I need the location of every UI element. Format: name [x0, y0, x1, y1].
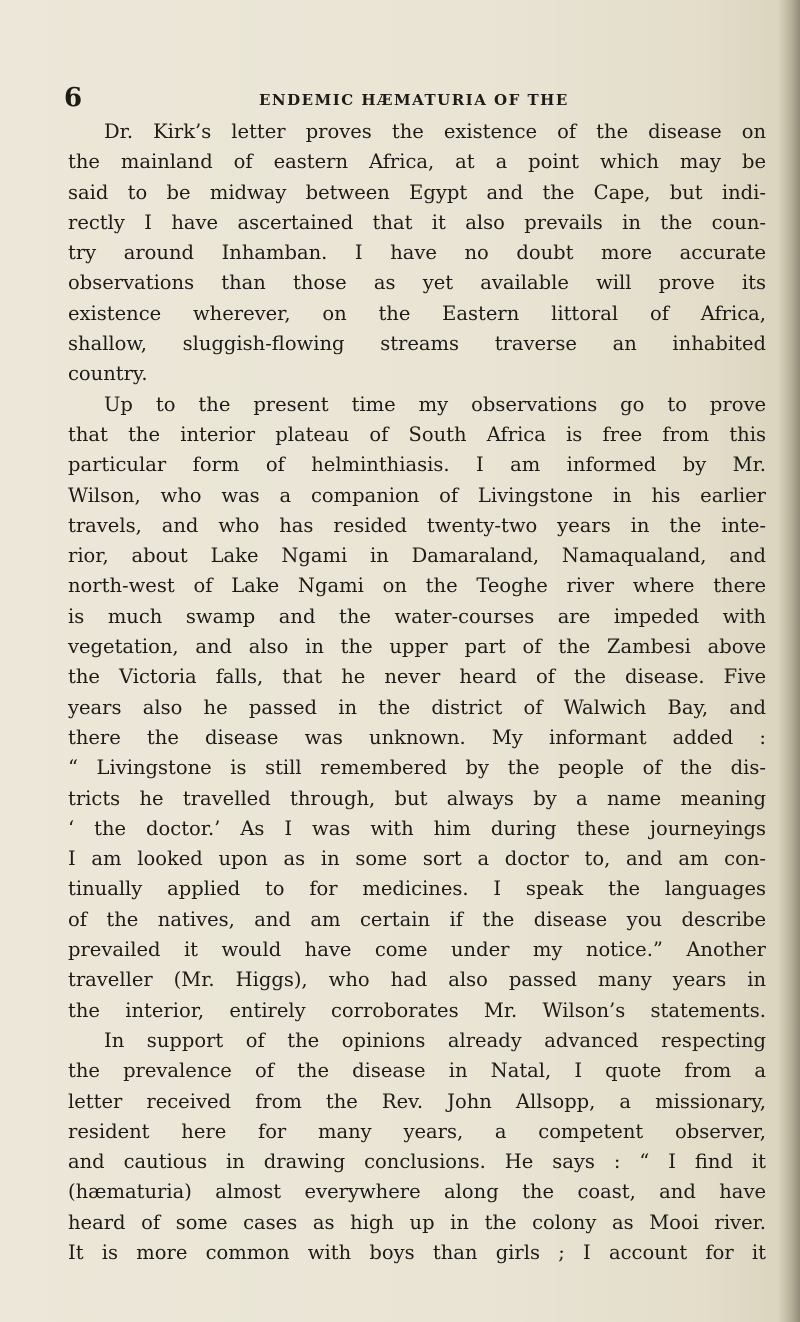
text-line: tricts he travelled through, but always by a name meaning: [68, 786, 766, 810]
text-line: Dr. Kirk’s letter proves the existence of the disease on: [104, 120, 766, 143]
text-line: rectly I have ascertained that it also prevails in the coun-: [68, 210, 766, 234]
text-line: of the natives, and am certain if the disease you describe: [68, 907, 766, 931]
body-text: [68, 117, 766, 1268]
page-edge-shadow: [778, 0, 800, 1322]
text-line: heard of some cases as high up in the colony as Mooi river.: [68, 1210, 766, 1234]
running-head: ENDEMIC HÆMATURIA OF THE: [259, 91, 569, 109]
text-line: traveller (Mr. Higgs), who had also passed many years in: [68, 968, 766, 992]
text-line: Up to the present time my observations go to prove: [104, 392, 766, 416]
text-line: years also he passed in the district of Walwich Bay, and: [68, 695, 766, 719]
text-line: (hæmaturia) almost everywhere along the coast, and have: [68, 1180, 766, 1204]
text-line: “ Livingstone is still remembered by the people of the dis-: [68, 756, 766, 780]
text-line: In support of the opinions already advanced respecting: [104, 1028, 766, 1052]
text-line: the mainland of eastern Africa, at a point which may be: [68, 150, 766, 174]
text-line: try around Inhamban. I have no doubt more accurate: [68, 241, 766, 265]
text-line: travels, and who has resided twenty-two years in the inte-: [68, 513, 766, 537]
text-line: resident here for many years, a competent observer,: [68, 1119, 766, 1143]
text-line: letter received from the Rev. John Allsopp, a missionary,: [68, 1089, 766, 1113]
text-line: prevailed it would have come under my notice.” Another: [68, 938, 766, 962]
text-line: vegetation, and also in the upper part of the Zambesi above: [68, 635, 766, 659]
text-line: Wilson, who was a companion of Livingstone in his earlier: [68, 483, 766, 507]
text-line: ‘ the doctor.’ As I was with him during these journeyings: [68, 816, 766, 840]
page-number: 6: [64, 83, 83, 113]
text-line: country.: [68, 362, 148, 386]
text-line: particular form of helminthiasis. I am informed by Mr.: [68, 453, 766, 477]
text-line: It is more common with boys than girls ; I account for it: [68, 1240, 766, 1264]
text-line: the Victoria falls, that he never heard of the disease. Five: [68, 665, 766, 689]
text-line: north-west of Lake Ngami on the Teoghe river where there: [68, 574, 766, 598]
text-line: and cautious in drawing conclusions. He says : “ I find it: [68, 1150, 766, 1174]
text-line: existence wherever, on the Eastern littoral of Africa,: [68, 301, 766, 325]
text-line: tinually applied to for medicines. I speak the languages: [68, 877, 766, 901]
text-line: I am looked upon as in some sort a doctor to, and am con-: [68, 847, 766, 871]
text-line: is much swamp and the water-courses are impeded with: [68, 604, 766, 628]
text-line: that the interior plateau of South Africa is free from this: [68, 422, 766, 446]
text-line: there the disease was unknown. My informant added :: [68, 725, 766, 749]
text-line: shallow, sluggish-flowing streams traverse an inhabited: [68, 332, 766, 356]
text-line: the prevalence of the disease in Natal, I quote from a: [68, 1059, 766, 1083]
text-line: the interior, entirely corroborates Mr. Wilson’s statements.: [68, 998, 766, 1022]
text-line: observations than those as yet available will prove its: [68, 271, 766, 295]
text-line: rior, about Lake Ngami in Damaraland, Namaqualand, and: [68, 544, 766, 568]
page-header: [64, 83, 764, 113]
text-line: said to be midway between Egypt and the Cape, but indi-: [68, 180, 766, 204]
